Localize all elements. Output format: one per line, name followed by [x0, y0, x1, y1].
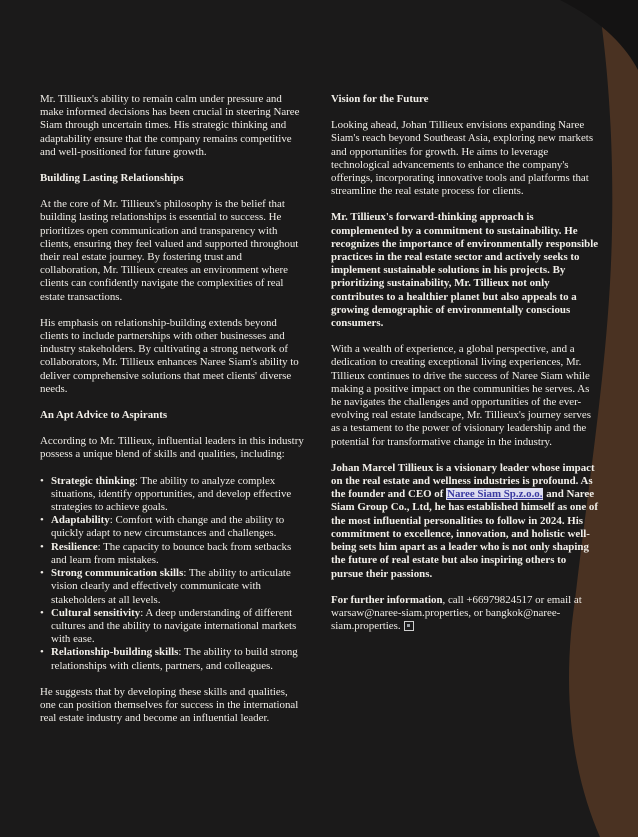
naree-siam-link[interactable]: Naree Siam Sp.z.o.o.	[447, 488, 543, 501]
contact-text: , call +66979824517 or email at warsaw@naree-siam.properties, or bangkok@naree-siam.properties.	[331, 593, 582, 633]
list-item	[40, 514, 304, 540]
skill-desc: : A deep understanding of different cultures and the ability to navigate international markets with ease.	[51, 606, 297, 646]
skill-term: Cultural sensitivity	[51, 606, 141, 619]
skill-desc: : The ability to analyze complex situations, identify opportunities, and develop effective strategies to achieve goals.	[51, 474, 292, 514]
list-item	[40, 475, 304, 515]
skill-term: Resilience	[51, 540, 98, 553]
skill-term: Adaptability	[51, 514, 110, 527]
paragraph-philosophy: At the core of Mr. Tillieux's philosophy is the belief that building lasting relationships is essential to success. He prioritizes open communication and transparency with clients, ensuring they feel valued and supported throughout their real estate journey. By fostering trust and collaboration, Mr. Tillieux creates an environment where clients can confidently navigate the complexities of real estate transactions.	[40, 198, 299, 303]
paragraph-pressure: Mr. Tillieux's ability to remain calm under pressure and make informed decisions has been crucial in steering Naree Siam through uncertain times. His strategic thinking and adaptability ensure that the company remains competitive and well-positioned for future growth.	[40, 93, 300, 158]
paragraph-expansion: Looking ahead, Johan Tillieux envisions expanding Naree Siam's reach beyond Southeast Asia, exploring new markets and opportunities for growth. He aims to leverage technological advancements to enhance the company's offerings, incorporating innovative tools and platforms that streamline the real estate process for clients.	[331, 119, 594, 198]
paragraph-sustainability: Mr. Tillieux's forward-thinking approach is complemented by a commitment to sustainability. He recognizes the importance of environmentally responsible practices in the real estate sector and actively seeks to implement sustainable solutions in his projects. By prioritizing sustainability, Mr. Tillieux not only contributes to a healthier planet but also appeals to a growing demographic of environmentally conscious consumers.	[331, 211, 599, 330]
list-item	[40, 567, 304, 607]
heading-relationships: Building Lasting Relationships	[40, 172, 184, 185]
skill-desc: : The capacity to bounce back from setbacks and learn from mistakes.	[51, 540, 292, 566]
profile-text-start: Johan Marcel Tillieux is a visionary leader whose impact on the real estate and wellness industries is profound. As the founder and CEO of	[331, 461, 595, 501]
right-column	[331, 93, 601, 646]
profile-text-end: and Naree Siam Group Co., Ltd, he has established himself as one of the most influential personalities to follow in 2024. His commitment to excellence, innovation, and holistic well-being sets him apart as a leader who is not only shaping the future of real estate but also inspiring others to pursue their passions.	[331, 488, 598, 580]
paragraph-partnerships: His emphasis on relationship-building extends beyond clients to include partnerships with other businesses and industry stakeholders. By cultivating a strong network of collaborators, Mr. Tillieux enhances Naree Siam's ability to deliver comprehensive solutions that meet clients' diverse needs.	[40, 316, 299, 395]
contact-label: For further information	[331, 593, 443, 606]
left-column	[40, 93, 304, 738]
skill-term: Strong communication skills	[51, 567, 184, 580]
heading-advice: An Apt Advice to Aspirants	[40, 409, 168, 422]
image-placeholder-icon	[404, 621, 414, 631]
skill-term: Relationship-building skills	[51, 646, 179, 659]
paragraph-contact	[331, 594, 601, 634]
skills-list	[40, 475, 304, 673]
heading-vision: Vision for the Future	[331, 93, 429, 105]
skill-desc: : The ability to articulate vision clearly and effectively communicate with stakeholders at all levels.	[51, 567, 291, 606]
paragraph-experience: With a wealth of experience, a global perspective, and a dedication to creating exceptional living experiences, Mr. Tillieux continues to drive the success of Naree Siam while making a positive impact on the communities he serves. As he navigates the challenges and opportunities of the ever-evolving real estate landscape, Mr. Tillieux's journey serves as a testament to the power of visionary leadership and the potential for transformative change in the industry.	[331, 343, 591, 448]
paragraph-conclusion: He suggests that by developing these skills and qualities, one can position themselves for success in the international real estate industry and become an influential leader.	[40, 685, 299, 725]
paragraph-profile	[331, 462, 601, 581]
list-item	[40, 646, 304, 672]
skill-term: Strategic thinking	[51, 474, 135, 487]
skill-desc: : Comfort with change and the ability to quickly adapt to new circumstances and challenges.	[51, 514, 285, 540]
skill-desc: : The ability to build strong relationships with clients, partners, and colleagues.	[51, 646, 298, 672]
list-item	[40, 541, 304, 567]
paragraph-qualities-intro: According to Mr. Tillieux, influential leaders in this industry possess a unique blend of skills and qualities, including:	[40, 435, 304, 461]
list-item	[40, 607, 304, 647]
